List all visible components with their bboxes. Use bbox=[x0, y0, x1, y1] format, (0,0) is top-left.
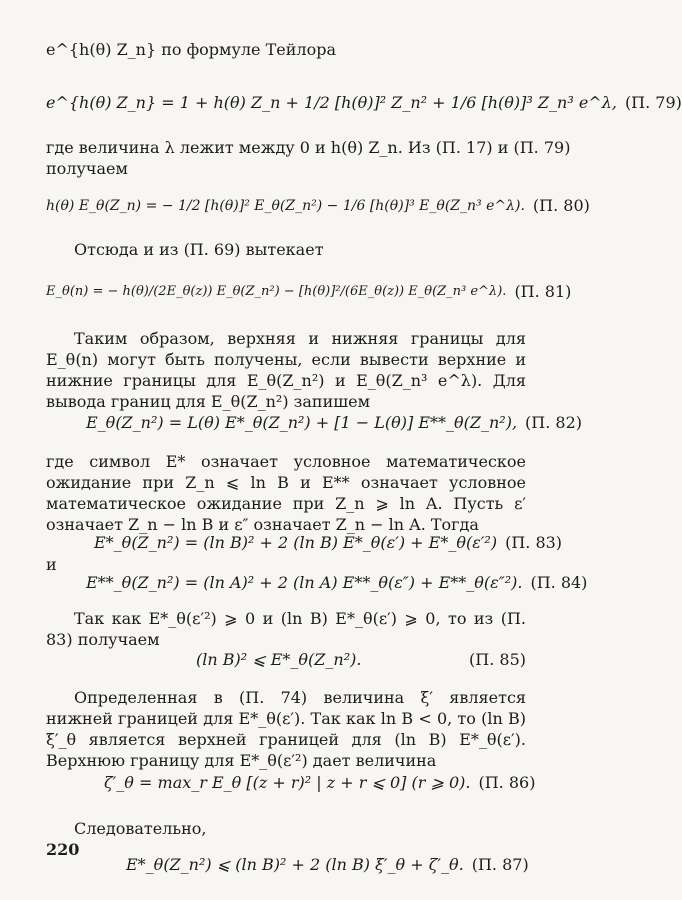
equation-84-number: (П. 84) bbox=[530, 573, 588, 592]
equation-87-number: (П. 87) bbox=[471, 855, 529, 874]
equation-83-number: (П. 83) bbox=[505, 533, 563, 552]
paragraph-defined: Определенная в (П. 74) величина ξ′ является нижней границей для E*_θ(ε′). Так как ln B < 0, то (ln B) ξ′_θ является верхней границей для (ln B) E*_θ(ε′). Верхнюю границу для E*_θ(ε′²) дает величина bbox=[46, 688, 526, 770]
equation-80-number: (П. 80) bbox=[532, 196, 590, 215]
equation-80 bbox=[46, 196, 590, 216]
equation-83-body: E*_θ(Z_n²) = (ln B)² + 2 (ln B) E*_θ(ε′) + E*_θ(ε′²) bbox=[94, 533, 498, 552]
equation-79-number: (П. 79) bbox=[624, 93, 682, 112]
equation-86 bbox=[46, 773, 536, 793]
equation-85 bbox=[46, 650, 526, 670]
equation-83 bbox=[46, 533, 563, 553]
equation-82-number: (П. 82) bbox=[525, 413, 583, 432]
equation-79 bbox=[46, 93, 682, 113]
equation-85-number: (П. 85) bbox=[469, 650, 526, 669]
equation-84-body: E**_θ(Z_n²) = (ln A)² + 2 (ln A) E**_θ(ε″) + E**_θ(ε″²). bbox=[86, 573, 523, 592]
text-line-1: e^{h(θ) Z_n} по формуле Тейлора bbox=[46, 40, 336, 59]
equation-80-body: h(θ) E_θ(Z_n) = − 1/2 [h(θ)]² E_θ(Z_n²) − 1/6 [h(θ)]³ E_θ(Z_n³ e^λ). bbox=[46, 198, 525, 214]
equation-87-body: E*_θ(Z_n²) ⩽ (ln B)² + 2 (ln B) ξ′_θ + ζ′_θ. bbox=[126, 855, 464, 874]
page-number: 220 bbox=[46, 840, 80, 859]
text-consequently: Следовательно, bbox=[74, 819, 207, 838]
equation-82-body: E_θ(Z_n²) = L(θ) E*_θ(Z_n²) + [1 − L(θ)] E**_θ(Z_n²), bbox=[86, 413, 518, 432]
text-and: и bbox=[46, 555, 57, 574]
equation-82 bbox=[46, 413, 583, 433]
text-line-3: получаем bbox=[46, 159, 128, 178]
equation-84 bbox=[46, 573, 588, 593]
paragraph-conditional: где символ E* означает условное математическое ожидание при Z_n ⩽ ln B и E** означает условное математическое ожидание при Z_n ⩾ ln A. Пусть ε′ означает Z_n − ln B и ε″ означает Z_n − ln A. Тогда bbox=[46, 452, 526, 534]
equation-81 bbox=[46, 282, 572, 302]
text-line-2: где величина λ лежит между 0 и h(θ) Z_n. Из (П. 17) и (П. 79) bbox=[46, 138, 571, 157]
equation-79-body: e^{h(θ) Z_n} = 1 + h(θ) Z_n + 1/2 [h(θ)]² Z_n² + 1/6 [h(θ)]³ Z_n³ e^λ, bbox=[46, 93, 617, 112]
equation-81-number: (П. 81) bbox=[514, 282, 572, 301]
equation-87 bbox=[46, 855, 529, 875]
text-line-4: Отсюда и из (П. 69) вытекает bbox=[74, 240, 324, 259]
paragraph-since: Так как E*_θ(ε′²) ⩾ 0 и (ln B) E*_θ(ε′) ⩾ 0, то из (П. 83) получаем bbox=[46, 609, 526, 649]
paragraph-bounds: Таким образом, верхняя и нижняя границы для E_θ(n) могут быть получены, если вывести верхние и нижние границы для E_θ(Z_n²) и E_θ(Z_n³ e^λ). Для вывода границ для E_θ(Z_n²) запишем bbox=[46, 329, 526, 411]
equation-85-body: (ln B)² ⩽ E*_θ(Z_n²). bbox=[196, 650, 362, 669]
equation-81-body: E_θ(n) = − h(θ)/(2E_θ(z)) E_θ(Z_n²) − [h(θ)]²/(6E_θ(z)) E_θ(Z_n³ e^λ). bbox=[46, 284, 507, 299]
equation-86-number: (П. 86) bbox=[478, 773, 536, 792]
equation-86-body: ζ′_θ = max_r E_θ [(z + r)² | z + r ⩽ 0] (r ⩾ 0). bbox=[104, 773, 471, 792]
